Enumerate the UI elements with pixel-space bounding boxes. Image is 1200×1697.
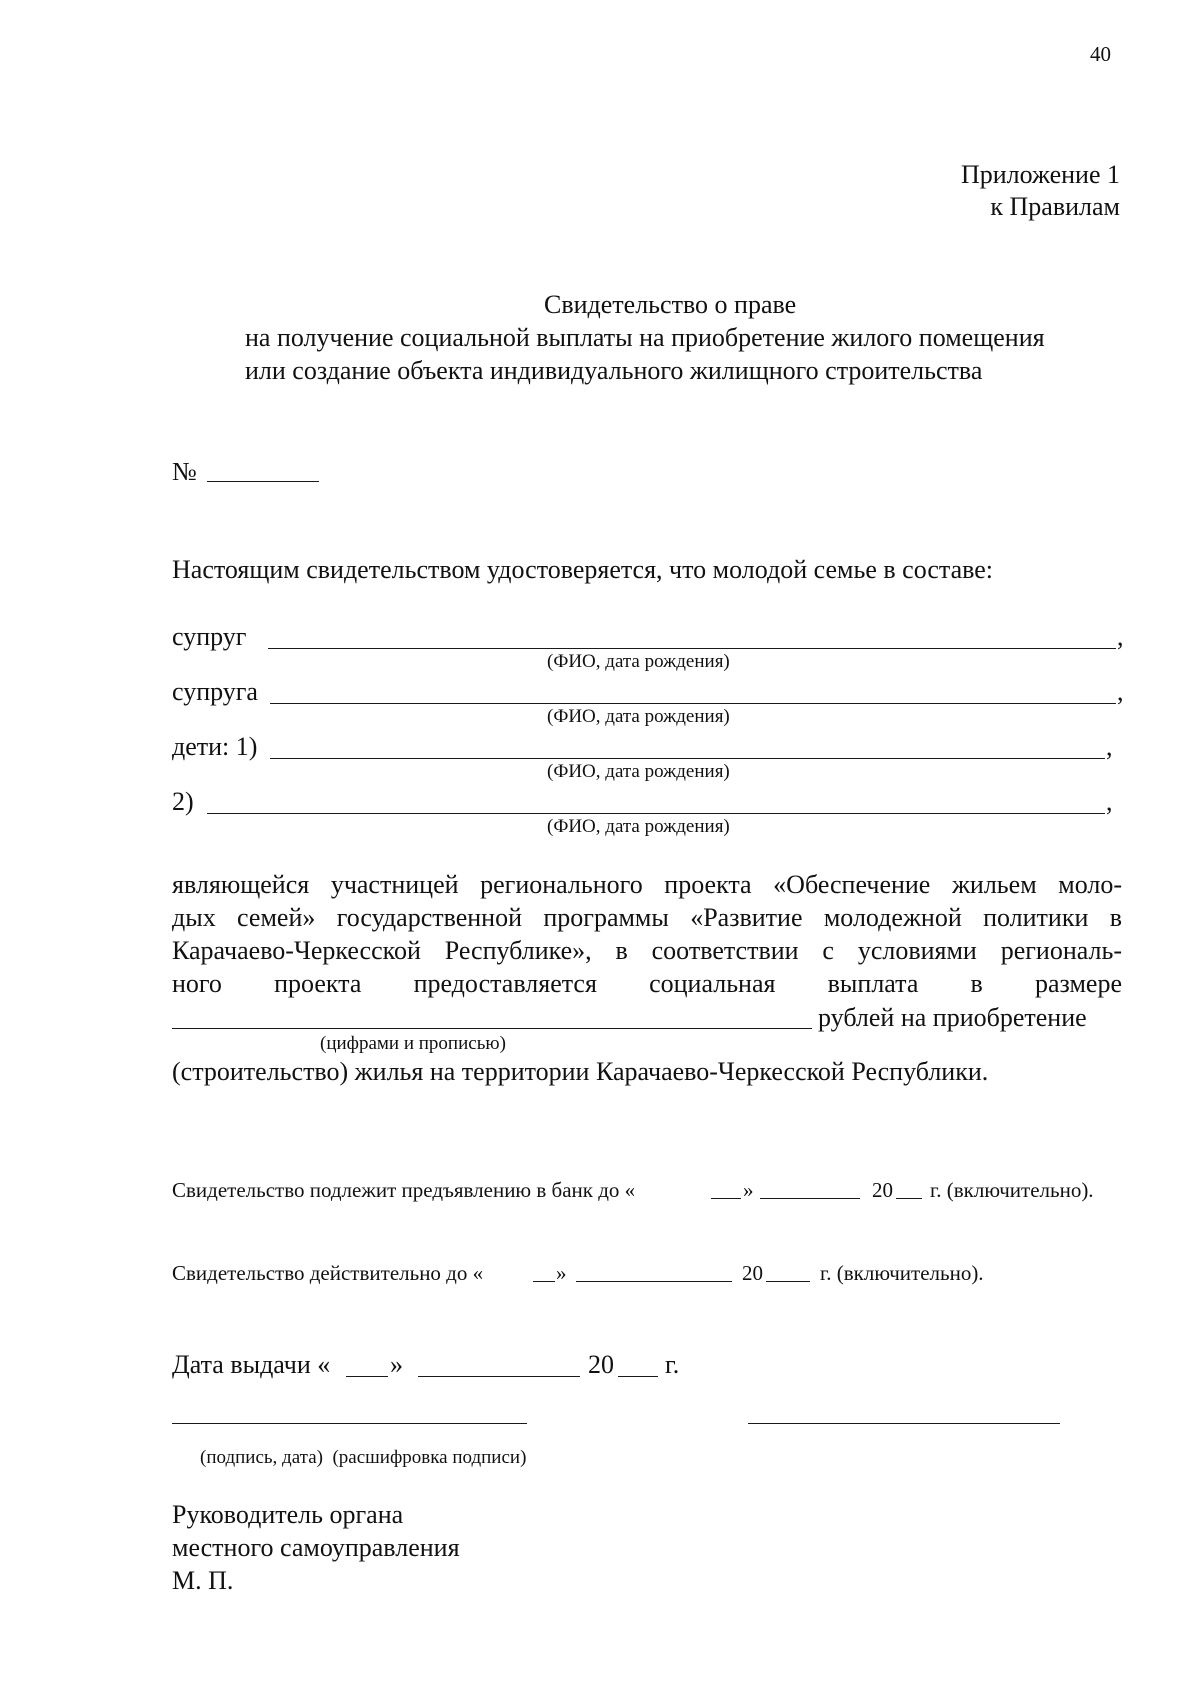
children-label: дети: 1) [172, 732, 258, 761]
stamp-place: М. П. [172, 1566, 234, 1595]
body-line-6: (строительство) жилья на территории Карачаево-Черкесской Республики. [172, 1057, 989, 1086]
spouse-m-hint: (ФИО, дата рождения) [547, 651, 730, 672]
title-line-2: на получение социальной выплаты на приобретение жилого помещения [245, 323, 1045, 352]
issue-quote-close: » [390, 1350, 403, 1379]
issue-year-blank [618, 1376, 658, 1377]
body-line-2: дых семей» государственной программы «Развитие молодежной политики в [172, 903, 1122, 932]
bank-day-blank [711, 1198, 741, 1199]
bank-deadline-prefix: Свидетельство подлежит предъявлению в банк до « [172, 1178, 636, 1202]
child-1-comma: , [1106, 732, 1113, 761]
issue-date-prefix: Дата выдачи « [172, 1350, 331, 1379]
issue-month-blank [418, 1376, 580, 1377]
spouse-f-blank [270, 703, 1116, 704]
number-label: № [172, 457, 197, 486]
child-2-comma: , [1106, 787, 1113, 816]
spouse-f-comma: , [1117, 677, 1124, 706]
body-line-1: являющейся участницей регионального проекта «Обеспечение жильем моло- [172, 870, 1122, 899]
signer-line-2: местного самоуправления [172, 1533, 460, 1562]
valid-until-suffix: г. (включительно). [820, 1261, 984, 1285]
appendix-line-1: Приложение 1 [960, 160, 1120, 189]
bank-month-blank [760, 1198, 860, 1199]
child-2-label: 2) [172, 787, 194, 816]
bank-quote-close: » [743, 1178, 754, 1202]
spouse-f-hint: (ФИО, дата рождения) [547, 706, 730, 727]
bank-year-blank [896, 1198, 922, 1199]
issue-date-suffix: г. [665, 1350, 680, 1379]
valid-year-blank [766, 1281, 810, 1282]
amount-suffix: рублей на приобретение [818, 1003, 1087, 1032]
valid-day-blank [533, 1281, 555, 1282]
valid-until-prefix: Свидетельство действительно до « [172, 1261, 484, 1285]
issue-day-blank [346, 1376, 388, 1377]
spouse-m-blank [268, 648, 1116, 649]
number-blank [207, 481, 319, 482]
child-1-blank [270, 758, 1105, 759]
child-2-hint: (ФИО, дата рождения) [547, 816, 730, 837]
spouse-m-comma: , [1117, 622, 1124, 651]
signature-line [172, 1423, 527, 1424]
child-2-blank [207, 813, 1105, 814]
bank-year-prefix: 20 [872, 1178, 893, 1202]
signature-hint: (подпись, дата) (расшифровка подписи) [200, 1447, 527, 1468]
spouse-m-label: супруг [172, 622, 247, 651]
signer-line-1: Руководитель органа [172, 1500, 404, 1529]
intro-text: Настоящим свидетельством удостоверяется, что молодой семье в составе: [172, 555, 993, 584]
valid-quote-close: » [556, 1261, 567, 1285]
amount-blank [172, 1028, 812, 1029]
child-1-hint: (ФИО, дата рождения) [547, 761, 730, 782]
title-line-3: или создание объекта индивидуального жилищного строительства [245, 356, 983, 385]
spouse-f-label: супруга [172, 677, 258, 706]
amount-hint: (цифрами и прописью) [320, 1033, 506, 1054]
appendix-line-2: к Правилам [990, 192, 1120, 221]
body-line-3: Карачаево-Черкесской Республике», в соответствии с условиями региональ- [172, 936, 1122, 965]
valid-year-prefix: 20 [742, 1261, 763, 1285]
page-number: 40 [1090, 42, 1111, 66]
issue-year-prefix: 20 [588, 1350, 614, 1379]
title-line-1: Свидетельство о праве [544, 290, 797, 319]
signature-transcript-line [748, 1423, 1060, 1424]
bank-deadline-suffix: г. (включительно). [930, 1178, 1094, 1202]
body-line-4: ного проекта предоставляется социальная выплата в размере [172, 969, 1122, 998]
valid-month-blank [576, 1281, 732, 1282]
